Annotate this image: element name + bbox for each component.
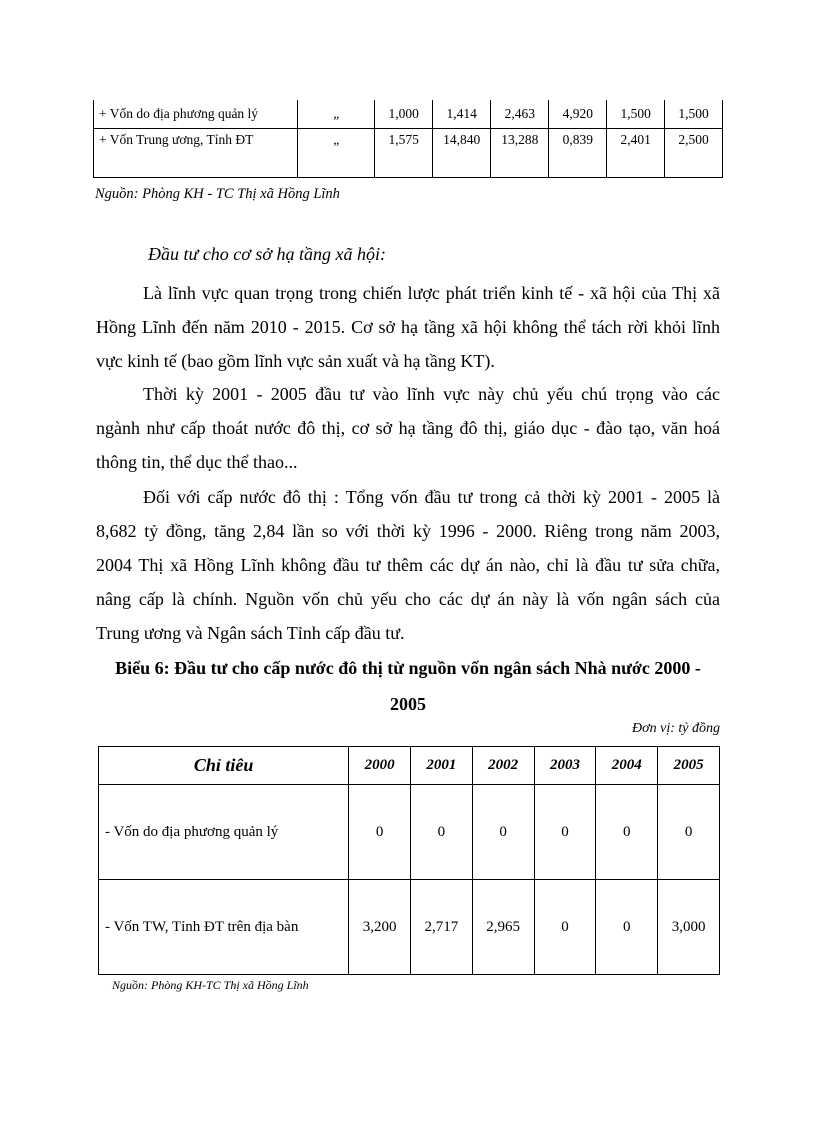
top-table [93,100,723,178]
paragraph-line: Trung ương và Ngân sách Tỉnh cấp đầu tư. [96,623,405,643]
header-year: 2001 [411,747,473,785]
row-unit: „ [333,106,340,121]
table-row [94,129,723,178]
row-unit: „ [333,132,340,147]
header-year: 2002 [472,747,534,785]
row-value: 2,717 [411,880,473,975]
water-supply-table [98,746,720,975]
paragraph-line: Là lĩnh vực quan trọng trong chiến lược phát triển kinh tế - xã hội của Thị xã [143,283,720,303]
row-value: 0,839 [562,132,593,147]
row-value: 2,965 [472,880,534,975]
main-table-source: Nguồn: Phòng KH-TC Thị xã Hồng Lĩnh [112,978,309,992]
paragraph-line: Đối với cấp nước đô thị : Tổng vốn đầu tư trong cả thời kỳ 2001 - 2005 là [143,487,720,507]
paragraph-3 [96,480,720,650]
paragraph-line: 8,682 tỷ đồng, tăng 2,84 lần so với thời kỳ 1996 - 2000. Riêng trong năm 2003, [96,521,720,541]
row-value: 0 [596,785,658,880]
row-label: - Vốn do địa phương quản lý [99,785,349,880]
paragraph-2 [96,377,720,479]
header-indicator: Chỉ tiêu [99,747,349,785]
row-value: 1,500 [678,106,709,121]
header-year: 2000 [349,747,411,785]
row-value: 1,500 [620,106,651,121]
top-table-source: Nguồn: Phòng KH - TC Thị xã Hồng Lĩnh [95,186,340,202]
row-value: 0 [411,785,473,880]
paragraph-1 [96,276,720,378]
section-heading: Đầu tư cho cơ sở hạ tầng xã hội: [148,244,386,264]
paragraph-line: Thời kỳ 2001 - 2005 đầu tư vào lĩnh vực này chủ yếu chú trọng vào các [143,384,720,404]
row-value: 3,000 [658,880,720,975]
table-title-line-1: Biểu 6: Đầu tư cho cấp nước đô thị từ nguồn vốn ngân sách Nhà nước 2000 - [115,658,701,678]
paragraph-line: nâng cấp là chính. Nguồn vốn chủ yếu cho các dự án này là vốn ngân sách của [96,589,720,609]
row-value: 0 [349,785,411,880]
table-row [94,100,723,129]
row-value: 3,200 [349,880,411,975]
paragraph-line: Hồng Lĩnh đến năm 2010 - 2015. Cơ sở hạ tầng xã hội không thể tách rời khỏi lĩnh [96,317,720,337]
paragraph-line: 2004 Thị xã Hồng Lĩnh không đầu tư thêm các dự án nào, chỉ là đầu tư sửa chữa, [96,555,720,575]
unit-note: Đơn vị: tỷ đồng [632,721,720,736]
table-row [99,785,720,880]
row-value: 0 [472,785,534,880]
row-value: 4,920 [562,106,593,121]
paragraph-line: thông tin, thể dục thể thao... [96,452,298,472]
header-year: 2003 [534,747,596,785]
row-value: 2,401 [620,132,651,147]
row-label: + Vốn Trung ương, Tỉnh ĐT [99,132,254,147]
table-title-line-2: 2005 [390,694,426,714]
row-value: 0 [534,880,596,975]
row-value: 0 [596,880,658,975]
paragraph-line: vực kinh tế (bao gồm lĩnh vực sản xuất và hạ tầng KT). [96,351,495,371]
row-value: 0 [534,785,596,880]
row-label: - Vốn TW, Tỉnh ĐT trên địa bàn [99,880,349,975]
row-value: 1,414 [446,106,477,121]
paragraph-line: ngành như cấp thoát nước đô thị, cơ sở hạ tầng đô thị, giáo dục - đào tạo, văn hoá [96,418,720,438]
row-value: 1,575 [388,132,419,147]
row-value: 1,000 [388,106,419,121]
header-year: 2004 [596,747,658,785]
row-value: 2,500 [678,132,709,147]
row-value: 2,463 [504,106,535,121]
row-value: 14,840 [443,132,481,147]
row-value: 13,288 [501,132,539,147]
row-label: + Vốn do địa phương quản lý [99,106,259,121]
table-title [96,651,720,721]
table-row [99,880,720,975]
table-header-row [99,747,720,785]
header-year: 2005 [658,747,720,785]
row-value: 0 [658,785,720,880]
